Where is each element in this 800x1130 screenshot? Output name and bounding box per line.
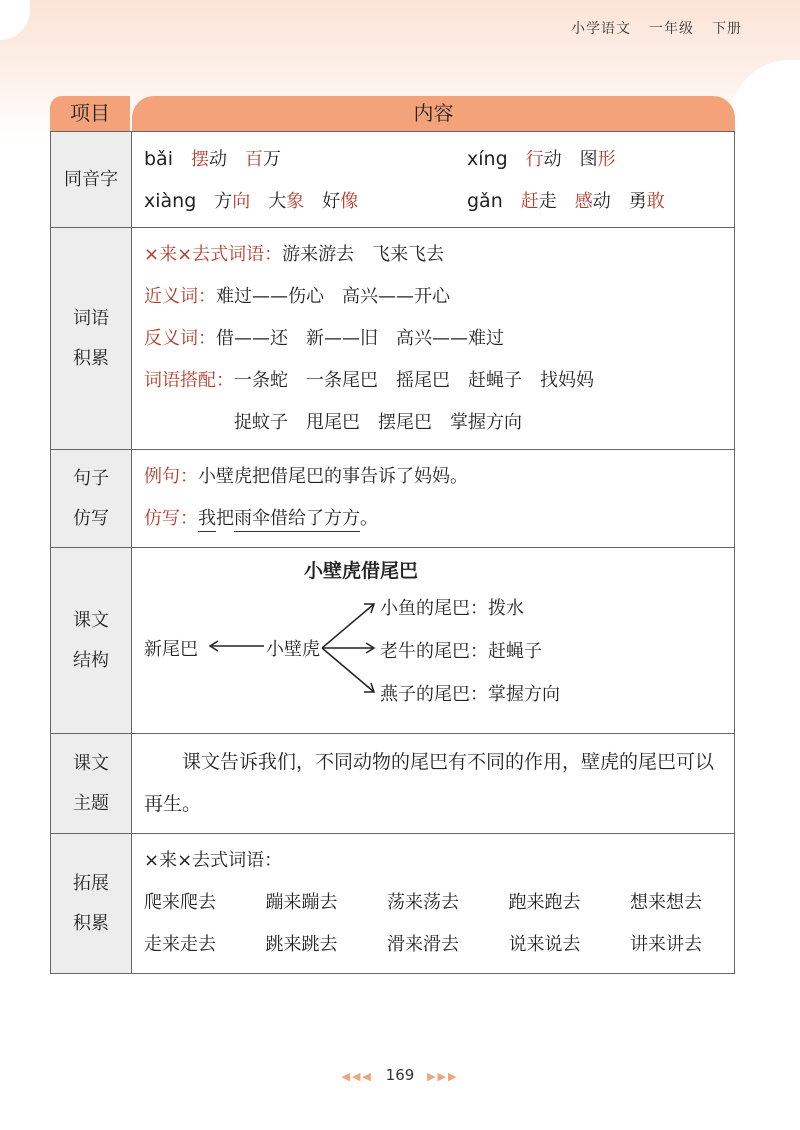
sentence-content <box>132 450 734 547</box>
extension-content <box>132 834 734 973</box>
word: 图形 <box>579 149 616 170</box>
imitate-sentence: 仿写：我把雨伞借给了方方。 <box>144 498 722 540</box>
vocab-line: 捉蚊子 甩尾巴 摆尾巴 掌握方向 <box>234 412 522 433</box>
word: 勇敢 <box>628 191 665 212</box>
extension-row: 爬来爬去 蹦来蹦去 荡来荡去 跑来跑去 想来想去 <box>144 892 702 913</box>
vocab-line: 反义词：借——还 新——旧 高兴——难过 <box>144 328 504 349</box>
left-arrows-icon: ◀◀◀ <box>341 1070 373 1083</box>
branch-arrows-icon <box>320 596 380 706</box>
diagram-center: 小壁虎 <box>266 639 320 660</box>
word: 摆动 <box>190 149 227 170</box>
structure-diagram <box>144 554 722 726</box>
theme-content <box>132 734 734 833</box>
diagram-branch: 小鱼的尾巴：拨水 <box>380 598 524 619</box>
page-number <box>0 1066 800 1084</box>
homophone-group <box>144 138 299 181</box>
book-label <box>571 18 742 38</box>
word: 赶走 <box>520 191 557 212</box>
row-extension <box>50 834 735 974</box>
pinyin: gǎn <box>467 190 503 212</box>
summary-table <box>50 96 735 974</box>
word: 百万 <box>244 149 281 170</box>
pinyin: xíng <box>467 148 508 170</box>
homophones-content <box>132 132 734 227</box>
homophone-group <box>144 180 376 223</box>
structure-content <box>132 548 734 733</box>
vocab-content <box>132 228 734 449</box>
diagram-branch: 老牛的尾巴：赶蝇子 <box>380 641 542 662</box>
pinyin: bǎi <box>144 148 173 170</box>
diagram-left: 新尾巴 <box>144 639 198 660</box>
vocab-line: 近义词：难过——伤心 高兴——开心 <box>144 286 450 307</box>
label-vocab <box>51 228 132 449</box>
page-number-text: 169 <box>385 1066 415 1084</box>
label-extension-1: 拓展 <box>73 872 109 894</box>
diagram-title: 小壁虎借尾巴 <box>304 560 419 582</box>
row-sentence <box>50 450 735 548</box>
extension-row: 走来走去 跳来跳去 滑来滑去 说来说去 讲来讲去 <box>144 934 702 955</box>
homophone-group <box>467 138 634 181</box>
word: 行动 <box>525 149 562 170</box>
right-arrows-icon: ▶▶▶ <box>427 1070 459 1083</box>
label-sentence-2: 仿写 <box>73 507 109 529</box>
row-theme <box>50 734 735 834</box>
header-item: 项目 <box>50 96 130 131</box>
label-extension <box>51 834 132 973</box>
pinyin: xiàng <box>144 190 197 212</box>
left-arrow-icon <box>206 636 266 656</box>
example-sentence: 例句：小壁虎把借尾巴的事告诉了妈妈。 <box>144 466 468 487</box>
word: 好像 <box>322 191 359 212</box>
label-structure-1: 课文 <box>73 609 109 631</box>
grade-label: 一年级 <box>649 21 694 37</box>
label-extension-2: 积累 <box>73 912 109 934</box>
theme-text: 课文告诉我们，不同动物的尾巴有不同的作用，壁虎的尾巴可以再生。 <box>144 751 715 815</box>
word: 大象 <box>268 191 305 212</box>
table-header <box>50 96 735 131</box>
label-vocab-1: 词语 <box>73 307 109 329</box>
label-structure <box>51 548 132 733</box>
label-theme-1: 课文 <box>73 752 109 774</box>
row-structure <box>50 548 735 734</box>
label-structure-2: 结构 <box>73 649 109 671</box>
label-theme <box>51 734 132 833</box>
row-homophones <box>50 131 735 228</box>
diagram-branch: 燕子的尾巴：掌握方向 <box>380 684 560 705</box>
vocab-line: 词语搭配：一条蛇 一条尾巴 摇尾巴 赶蝇子 找妈妈 <box>144 370 594 391</box>
header-content: 内容 <box>132 96 735 131</box>
row-vocab <box>50 228 735 450</box>
label-theme-2: 主题 <box>73 792 109 814</box>
label-vocab-2: 积累 <box>73 347 109 369</box>
homophone-group <box>467 180 683 223</box>
word: 方向 <box>214 191 251 212</box>
word: 感动 <box>574 191 611 212</box>
label-sentence <box>51 450 132 547</box>
label-homophones <box>51 132 132 227</box>
subject-label: 小学语文 <box>571 21 631 37</box>
label-sentence-1: 句子 <box>73 467 109 489</box>
label-homophones-text: 同音字 <box>64 168 118 190</box>
extension-intro: ×来×去式词语： <box>144 850 283 871</box>
vocab-line: ×来×去式词语：游来游去 飞来飞去 <box>144 244 445 265</box>
volume-label: 下册 <box>712 21 742 37</box>
